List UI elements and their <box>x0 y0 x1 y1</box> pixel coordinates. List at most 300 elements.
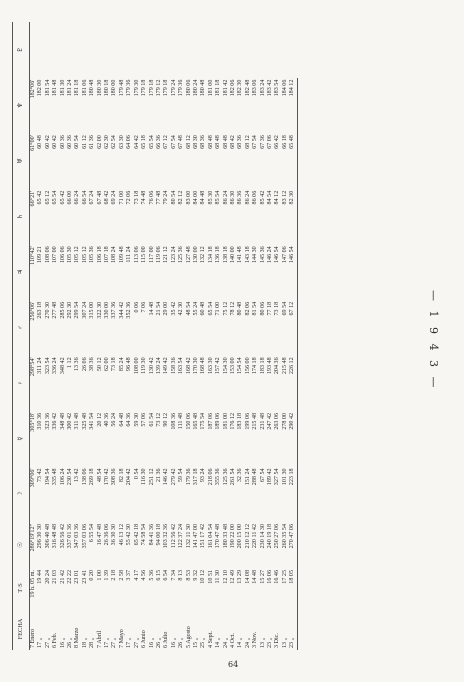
value-cell: 72 06 <box>126 190 133 205</box>
value-cell: 63 30 <box>118 135 125 149</box>
table-row <box>82 22 89 650</box>
column-header: ☉ <box>13 522 30 568</box>
column-header: ♅ <box>13 133 30 189</box>
value-cell: 157 42 <box>215 357 222 375</box>
value-cell: 270 30 <box>44 301 51 319</box>
value-cell: 64 06 <box>126 135 133 149</box>
value-cell: 132 11 30 <box>185 524 192 549</box>
value-cell: 6 55 54 <box>89 524 96 543</box>
date-cell: 24 „ <box>244 637 251 648</box>
value-cell: 181 54 <box>44 79 51 97</box>
value-cell: 5 36 <box>148 570 155 581</box>
value-cell: 193 48 <box>267 357 273 375</box>
value-cell: 21 36 <box>155 468 162 483</box>
value-cell: 179 12 <box>155 79 162 97</box>
value-cell: 184 06 <box>281 79 288 97</box>
value-cell: 0 06 <box>133 301 140 313</box>
date-cell: 23 „ <box>289 608 297 650</box>
value-cell: 141 48 <box>237 246 244 264</box>
value-cell: 73 42 <box>37 468 44 483</box>
column-header: ☽ <box>13 466 30 522</box>
value-cell: 59 30 <box>133 412 140 427</box>
value-cell: 65 54 <box>52 190 59 205</box>
date-cell: 13 „ <box>281 637 288 648</box>
value-cell: 14 08 <box>244 570 251 584</box>
value-cell: 62 00 <box>96 135 103 149</box>
column-header: ☿ <box>13 411 30 467</box>
value-cell: 179 30 <box>133 79 140 97</box>
value-cell: 263 06 <box>274 412 281 430</box>
value-cell: 348 48 <box>59 412 66 430</box>
value-cell: 1 39 <box>104 570 111 581</box>
value-cell: 180 48 <box>89 79 96 97</box>
value-cell: 163 30 <box>207 357 214 375</box>
value-cell: 116 30 <box>141 468 148 485</box>
value-cell: 26 06 <box>81 357 88 372</box>
value-cell: 170 30 <box>192 357 199 375</box>
value-cell: 66 00 <box>67 190 74 205</box>
value-cell: 15 27 <box>259 570 266 584</box>
value-cell: 330 00 <box>104 301 111 319</box>
value-cell: 309°06' <box>30 468 36 488</box>
value-cell: 83 00 <box>185 190 192 205</box>
value-cell: 296 30 30 <box>37 524 44 549</box>
date-cell: 24 „ <box>222 637 229 648</box>
value-cell: 151 17 42 <box>200 524 207 549</box>
date-cell: 7 Abril <box>96 630 103 648</box>
value-cell: 21 54 <box>155 301 162 316</box>
value-cell: 13 42 <box>74 468 81 483</box>
value-cell: 67 36 <box>259 135 266 149</box>
value-cell: 165 48 <box>192 412 199 430</box>
value-cell: 108 06 <box>44 246 51 264</box>
value-cell: 68 48 <box>207 135 214 149</box>
value-cell: 8 53 <box>185 570 192 581</box>
table-row <box>52 22 59 650</box>
value-cell: 12 10 <box>222 570 229 584</box>
value-cell: 199 06 <box>244 412 251 430</box>
value-cell: 182°06' <box>30 79 36 99</box>
value-cell: 66 24 <box>74 190 81 205</box>
value-cell: 67 48 <box>178 135 185 149</box>
value-cell: 357 03 06 <box>81 524 88 549</box>
value-cell: 82 18 <box>118 468 125 483</box>
value-cell: 153 00 <box>229 357 236 375</box>
table-row <box>215 22 222 650</box>
value-cell: 67 54 <box>252 135 259 149</box>
date-cell: 16 „ <box>148 637 155 648</box>
value-cell: 68 12 <box>185 135 192 149</box>
column-header: T·S <box>13 568 30 608</box>
value-cell: 74 58 54 <box>141 524 148 546</box>
page-number: 64 <box>228 660 239 669</box>
value-cell: 10 51 <box>207 570 214 584</box>
value-cell: 323 36 <box>44 412 51 430</box>
value-cell: 7 06 <box>141 301 148 313</box>
value-cell: 16 06 <box>267 570 273 584</box>
value-cell: 168 42 <box>185 357 192 375</box>
value-cell: 108 36 <box>170 412 177 430</box>
value-cell: 6 54 <box>163 570 170 581</box>
date-cell: 13 „ <box>259 637 266 648</box>
value-cell: 66 36 <box>155 135 162 149</box>
value-cell: 158 36 <box>170 357 177 375</box>
value-cell: 183 54 <box>274 79 281 97</box>
table-row <box>149 22 156 650</box>
date-cell: 26 „ <box>178 637 185 648</box>
column-header: ♇ <box>13 22 30 78</box>
value-cell: 68 48 <box>215 135 222 149</box>
value-cell: 29 00 <box>163 301 170 316</box>
value-cell: 73 12 <box>155 412 162 427</box>
value-cell: 86 24 <box>222 190 229 205</box>
value-cell: 182 00 <box>37 79 44 97</box>
value-cell: 68 30 <box>192 135 199 149</box>
value-cell: 64 36 <box>126 412 133 427</box>
value-cell: 139 24 <box>155 357 162 375</box>
value-cell: 57 06 <box>141 412 148 427</box>
value-cell: 181 06 <box>81 79 88 97</box>
value-cell: 86 36 <box>237 190 244 205</box>
date-cell: 6 Feb. <box>52 632 59 648</box>
table-row <box>252 22 259 650</box>
value-cell: 60 36 <box>67 135 74 149</box>
value-cell: 106 24 <box>59 468 66 486</box>
value-cell: 218 06 <box>207 468 214 486</box>
value-cell: 170 42 <box>104 468 111 486</box>
value-cell: 21 03 <box>52 570 59 584</box>
page-title: — 1 9 4 3 — <box>427 290 440 391</box>
value-cell: 111 24 <box>126 246 133 263</box>
value-cell: 182 06 <box>229 79 236 97</box>
table-row <box>223 22 230 650</box>
value-cell: 48 54 <box>185 301 192 316</box>
value-cell: 231 48 <box>259 412 266 430</box>
value-cell: 67 54 <box>259 468 266 483</box>
value-cell: 130 00 <box>192 246 199 264</box>
value-cell: 261 54 <box>229 468 236 486</box>
value-cell: 8 13 <box>178 570 185 581</box>
value-cell: 183 18 <box>237 412 244 430</box>
table-row <box>193 22 200 650</box>
table-row <box>230 22 237 650</box>
value-cell: 11 30 <box>215 570 222 584</box>
value-cell: 3 37 <box>126 570 133 581</box>
table-row <box>245 22 252 650</box>
value-cell: 96 48 <box>126 357 133 372</box>
table-row <box>208 22 215 650</box>
value-cell: 335 48 <box>52 468 59 486</box>
value-cell: 298°54' <box>30 357 36 377</box>
table-row <box>200 22 207 650</box>
value-cell: 67 12 <box>163 135 170 149</box>
value-cell: 154 30 <box>222 357 229 375</box>
value-cell: 181 18 <box>215 79 222 97</box>
value-cell: 154 54 <box>237 357 244 375</box>
value-cell: 62 54 <box>111 135 118 149</box>
value-cell: 130 42 <box>148 357 155 375</box>
value-cell: 180 18 <box>104 79 111 97</box>
value-cell: 106 18 <box>96 246 103 264</box>
value-cell: 94 00 18 <box>155 524 162 546</box>
value-cell: 56 24 <box>111 412 118 427</box>
value-cell: 136 18 <box>215 246 222 264</box>
table-row <box>267 22 274 650</box>
value-cell: 26 36 06 <box>104 524 111 546</box>
value-cell: 123 24 <box>170 246 177 264</box>
value-cell: 260 35 54 <box>281 524 288 549</box>
value-cell: 4 17 <box>133 570 140 581</box>
value-cell: 279 42 <box>170 468 177 486</box>
value-cell: 1 00 <box>96 570 103 581</box>
value-cell: 13 29 <box>237 570 244 584</box>
value-cell: 115 00 <box>141 246 148 263</box>
value-cell: 60 48 <box>200 301 207 316</box>
value-cell: 18 05 <box>289 568 297 608</box>
value-cell: 50 12 <box>96 357 103 372</box>
table-header-row <box>13 22 30 650</box>
value-cell: 82 12 <box>178 190 185 205</box>
value-cell: 223 18 <box>289 466 297 522</box>
value-cell: 67 54 <box>170 135 177 149</box>
value-cell: 226 12 <box>289 355 297 411</box>
value-cell: 156 00 <box>244 357 251 375</box>
table-row <box>274 22 281 650</box>
date-cell: 26 „ <box>67 637 74 648</box>
value-cell: 215 48 <box>281 357 288 375</box>
date-cell: 7 Enero <box>30 628 36 648</box>
value-cell: 78 12 <box>229 301 236 316</box>
value-cell: 74 48 <box>141 190 148 205</box>
value-cell: 0 54 <box>133 468 140 480</box>
table-row <box>37 22 44 650</box>
table-row <box>67 22 74 650</box>
value-cell: 210 12 12 <box>244 524 251 549</box>
value-cell: 86 24 <box>244 190 251 205</box>
value-cell: 200 15 00 <box>237 524 244 549</box>
value-cell: 250 27 06 <box>274 524 281 549</box>
value-cell: 71 00 <box>118 190 125 205</box>
value-cell: 2 58 <box>118 570 125 581</box>
value-cell: 143 18 <box>244 246 251 264</box>
value-cell: 86 30 <box>229 190 236 205</box>
value-cell: 76 06 <box>148 190 155 205</box>
value-cell: 220 11 42 <box>252 524 259 549</box>
column-header: ♄ <box>13 189 30 245</box>
value-cell: 42 30 <box>178 301 185 316</box>
value-cell: 60 42 <box>44 135 51 149</box>
value-cell: 23 01 <box>74 570 81 584</box>
value-cell: 66°21' <box>30 190 36 207</box>
value-cell: 108 00 <box>133 357 140 375</box>
value-cell: 67 24 <box>89 190 96 205</box>
table-row <box>89 22 96 650</box>
value-cell: 256°06' <box>30 301 36 321</box>
value-cell: 263 18 <box>37 301 44 319</box>
value-cell: 85 54 <box>215 190 222 205</box>
value-cell: 75 12 <box>222 301 229 316</box>
value-cell: 181 18 <box>74 79 81 97</box>
date-cell: 4 Oct. <box>229 633 236 648</box>
value-cell: 179 18 <box>141 79 148 97</box>
value-cell: 84 54 <box>267 190 273 205</box>
value-cell: 127 48 <box>185 246 192 264</box>
value-cell: 103 32 36 <box>163 524 170 549</box>
value-cell: 80 54 <box>170 190 177 205</box>
date-cell: 16 „ <box>59 637 66 648</box>
value-cell: 60 36 <box>59 135 66 149</box>
date-cell: 3 Dic. <box>274 633 281 648</box>
value-cell: 180 06 <box>185 79 192 97</box>
value-cell: 55 42 30 <box>126 524 133 546</box>
value-cell: 85 30 <box>207 190 214 205</box>
value-cell: 182 30 <box>237 79 244 97</box>
table-body <box>30 22 298 650</box>
value-cell: 62 00 <box>104 357 111 372</box>
value-cell: 68 36 <box>237 135 244 149</box>
value-cell: 180 48 <box>200 79 207 97</box>
value-cell: 194 54 <box>44 468 51 486</box>
value-cell: 32 36 <box>237 468 244 483</box>
value-cell: 73 18 <box>111 357 118 372</box>
date-cell: 27 „ <box>133 637 140 648</box>
value-cell: 355 36 <box>215 468 222 486</box>
date-cell: 16 „ <box>170 637 177 648</box>
value-cell: 299 54 <box>74 301 81 319</box>
value-cell: 310 36 <box>37 412 44 430</box>
value-cell: 84 00 <box>192 190 199 205</box>
value-cell: 163 54 <box>178 357 185 375</box>
value-cell: 122 37 24 <box>178 524 185 549</box>
value-cell: 81 54 <box>252 301 259 316</box>
value-cell: 290 42 <box>289 411 297 467</box>
table-row <box>45 22 52 650</box>
value-cell: 344 42 <box>118 301 125 319</box>
value-cell: 180 24 <box>192 79 199 97</box>
table-row <box>60 22 67 650</box>
value-cell: 141 47 00 <box>192 524 199 549</box>
table-row <box>111 22 118 650</box>
value-cell: 145 36 <box>259 246 266 264</box>
value-cell: 315 00 <box>89 301 96 319</box>
value-cell: 68 42 <box>104 190 111 205</box>
value-cell: 168 48 <box>200 357 207 375</box>
date-cell: 17 „ <box>104 637 111 648</box>
value-cell: 182 48 <box>244 79 251 97</box>
table-row <box>134 22 141 650</box>
value-cell: 106 06 <box>59 246 66 264</box>
value-cell: 84 48 <box>200 190 207 205</box>
value-cell: 230 14 30 <box>259 524 266 549</box>
date-cell: 15 „ <box>192 637 199 648</box>
value-cell: 269 18 <box>89 468 96 486</box>
value-cell: 109 21 <box>37 246 44 264</box>
date-cell: 8 Marzo <box>74 627 81 648</box>
value-cell: 59 54 <box>178 468 185 483</box>
column-header: FECHA <box>13 608 30 650</box>
value-cell: 9 32 <box>192 570 199 581</box>
value-cell: 110°42' <box>30 246 36 265</box>
value-cell: 77 18 <box>267 301 273 316</box>
value-cell: 67 12 <box>289 300 297 356</box>
value-cell: 286°19'12" <box>30 524 36 552</box>
value-cell: 147 06 <box>281 246 288 264</box>
ephemeris-table <box>12 22 430 650</box>
value-cell: 180 33 48 <box>222 524 229 549</box>
value-cell: 121 12 <box>163 246 170 264</box>
value-cell: 327 54 <box>274 468 281 486</box>
value-cell: 317 18 <box>192 468 199 486</box>
value-cell: 119 06 <box>155 246 162 263</box>
value-cell: 180 30 <box>96 79 103 97</box>
value-cell: 278 00 <box>281 412 288 430</box>
value-cell: 113 06 <box>133 246 140 263</box>
value-cell: 337 36 <box>111 301 118 319</box>
date-cell: 6 Julio <box>163 631 170 648</box>
value-cell: 146 24 <box>267 246 273 264</box>
table-row <box>282 22 289 650</box>
value-cell: 179 36 <box>185 468 192 486</box>
table-row <box>126 22 133 650</box>
value-cell: 149 42 <box>163 357 170 375</box>
table-row <box>97 22 104 650</box>
value-cell: 19 h. 05 m. <box>30 570 36 598</box>
value-cell: 311 48 <box>74 412 81 430</box>
value-cell: 181 00 <box>222 412 229 430</box>
value-cell: 179 24 <box>170 79 177 97</box>
date-cell: 18 „ <box>81 637 88 648</box>
value-cell: 179 48 <box>118 79 125 97</box>
value-cell: 65 54 <box>148 135 155 149</box>
value-cell: 251 12 <box>148 468 155 486</box>
value-cell: 73 18 <box>274 301 281 316</box>
value-cell: 125 36 <box>222 468 229 486</box>
table-row <box>260 22 267 650</box>
value-cell: 144 30 <box>252 246 259 264</box>
value-cell: 247 42 <box>267 412 273 430</box>
table-row <box>171 22 178 650</box>
value-cell: 181 42 <box>222 79 229 97</box>
value-cell: 179 18 <box>163 79 170 97</box>
table-row <box>289 22 297 650</box>
value-cell: 125 36 <box>178 246 185 264</box>
date-cell: 17 „ <box>37 637 44 648</box>
value-cell: 67 48 <box>96 190 103 205</box>
value-cell: 105 30 <box>67 246 74 264</box>
value-cell: 101 30 <box>281 468 288 486</box>
value-cell: 62 30 <box>104 135 111 149</box>
value-cell: 348 42 <box>59 357 66 375</box>
value-cell: 181 48 <box>52 79 59 97</box>
value-cell: 65 54 <box>207 301 214 316</box>
value-cell: 230 54 <box>67 468 74 486</box>
value-cell: 65 48 <box>289 133 297 189</box>
value-cell: 82 30 <box>289 189 297 245</box>
value-cell: 67 06 <box>267 135 273 149</box>
value-cell: 311 24 <box>37 357 44 374</box>
value-cell: 84 41 36 <box>148 524 155 546</box>
value-cell: 65 42 18 <box>133 524 140 546</box>
value-cell: 215 48 <box>252 412 259 430</box>
value-cell: 61 36 <box>89 135 96 149</box>
value-cell: 64 42 <box>133 135 140 149</box>
value-cell: 40 36 <box>104 412 111 427</box>
value-cell: 105 36 <box>89 246 96 264</box>
value-cell: 285 06 <box>59 301 66 319</box>
value-cell: 150 06 <box>185 412 192 430</box>
value-cell: 161 04 54 <box>207 524 214 549</box>
date-cell: 4 Sept. <box>207 631 214 648</box>
